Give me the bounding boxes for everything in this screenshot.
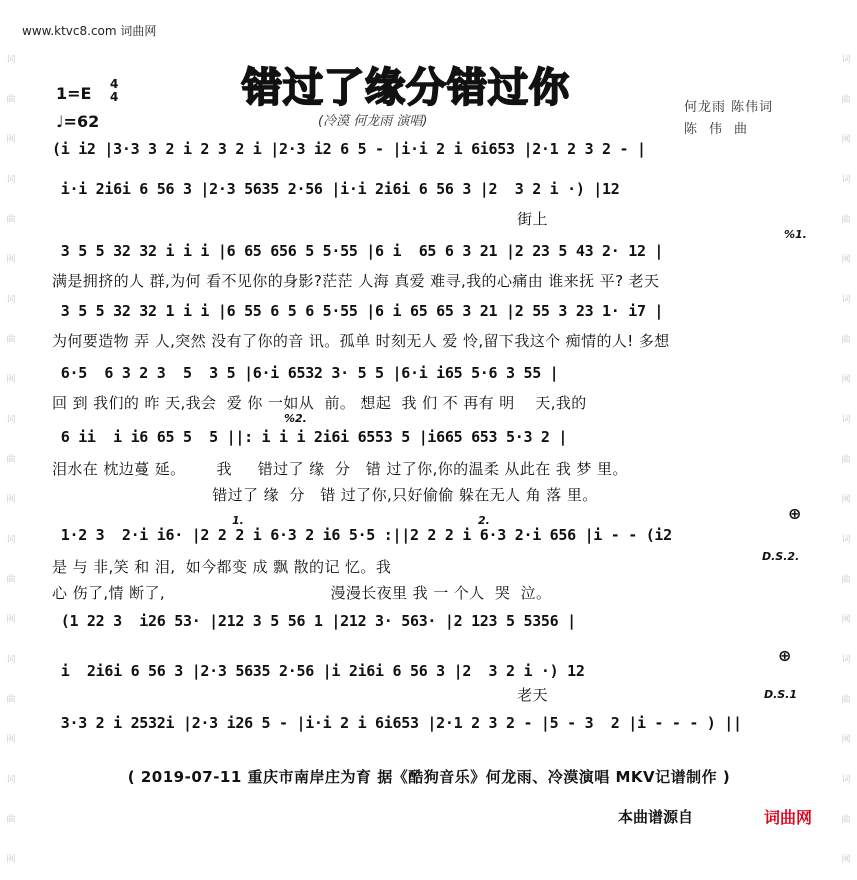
song-title: 错过了缘分错过你 [242,65,570,111]
lyric-line-2: 满是拥挤的人 群,为何 看不见你的身影?茫茫 人海 真爱 难寻,我的心痛由 谁来抚 平? 老天 [52,272,660,290]
score-line-3: 3 5 5 32 32 i i i |6 65 656 5 5·55 |6 i 65 6 3 21 |2 23 5 43 2· 12 | [52,242,664,260]
lyric-line-8: 心 伤了,情 断了, 漫漫长夜里 我 一 个人 哭 泣。 [52,584,552,602]
transcription-credit: ( 2019-07-11 重庆市南岸庄为育 据《酷狗音乐》何龙雨、冷漠演唱 MKV记谱制作 ) [127,768,731,786]
coda-sign-1: ⊕ [788,504,802,523]
score-line-8: (1 22 3 i26 53· |212 3 5 56 1 |212 3· 563· |2 123 5 5356 | [52,612,576,630]
score-line-1: (i i2 |3·3 3 2 i 2 3 2 i |2·3 i2 6 5 - |i·i 2 i 6i653 |2·1 2 3 2 - | [52,140,646,158]
score-line-10: 3·3 2 i 2532i |2·3 i26 5 - |i·i 2 i 6i653 |2·1 2 3 2 - |5 - 3 2 |i - - - ) || [52,714,742,732]
ds1-mark: D.S.1 [764,688,798,701]
score-line-7: 1·2 3 2·i i6· |2 2 2 i 6·3 2 i6 5·5 :||2 2 2 i 6·3 2·i 656 |i - - (i2 [52,526,681,544]
side-watermark-right: 词 曲 网 词 曲 网 词 曲 网 词 曲 网 词 曲 网 词 曲 网 词 曲 网 [841,55,851,865]
lyric-line-9: 老天 [52,686,548,704]
score-line-2: i·i 2i6i 6 56 3 |2·3 5635 2·56 |i·i 2i6i 6 56 3 |2 3 2 i ·) |12 [52,180,637,198]
source-label: 本曲谱源自 [618,808,694,826]
lyricist-credit: 何龙雨 陈伟词 [684,100,774,115]
segno-1-mark: %1. [784,228,807,241]
time-signature [110,78,118,104]
score-line-9: i 2i6i 6 56 3 |2·3 5635 2·56 |i 2i6i 6 56 3 |2 3 2 i ·) 12 [52,662,603,680]
lyric-line-5: 泪水在 枕边蔓 延。 我 错过了 缘 分 错 过了你,你的温柔 从此在 我 梦 里。 [52,460,628,478]
source-brand-link[interactable]: 词曲网 [764,808,813,827]
volta-2-mark: 2. [478,514,490,527]
key-signature: 1=E [56,84,92,103]
composer-credit: 陈伟曲 [684,122,760,137]
score-line-4: 3 5 5 32 32 1 i i |6 55 6 5 6 5·55 |6 i 65 65 3 21 |2 55 3 23 1· i7 | [52,302,664,320]
coda-sign-2: ⊕ [778,646,792,665]
volta-1-mark: 1. [232,514,244,527]
meter-bottom: 4 [110,90,119,104]
meter-top: 4 [110,77,119,91]
score-line-5: 6·5 6 3 2 3 5 3 5 |6·i 6532 3· 5 5 |6·i i65 5·6 3 55 | [52,364,559,382]
segno-2-mark: %2. [284,412,307,425]
side-watermark-left: 词 曲 网 词 曲 网 词 曲 网 词 曲 网 词 曲 网 词 曲 网 词 曲 网 [6,55,16,865]
lyric-line-4: 回 到 我们的 昨 天,我会 爱 你 一如从 前。 想起 我 们 不 再有 明 天,我的 [52,394,587,412]
score-line-6: 6 ii i i6 65 5 5 ||: i i i 2i6i 6553 5 |i665 653 5·3 2 | [52,428,568,446]
lyric-line-1: 街上 [52,210,548,228]
tempo-mark: ♩=62 [56,112,100,131]
singers-credit: (冷漠 何龙雨 演唱) [318,114,428,129]
lyric-line-7: 是 与 非,笑 和 泪, 如今都变 成 飘 散的记 忆。我 [52,558,392,576]
ds2-mark: D.S.2. [762,550,800,563]
lyric-line-3: 为何要造物 弄 人,突然 没有了你的音 讯。孤单 时刻无人 爱 怜,留下我这个 痴情的人! 多想 [52,332,670,350]
site-header[interactable]: www.ktvc8.com 词曲网 [22,24,157,38]
lyric-line-6: 错过了 缘 分 错 过了你,只好偷偷 躲在无人 角 落 里。 [52,486,598,504]
